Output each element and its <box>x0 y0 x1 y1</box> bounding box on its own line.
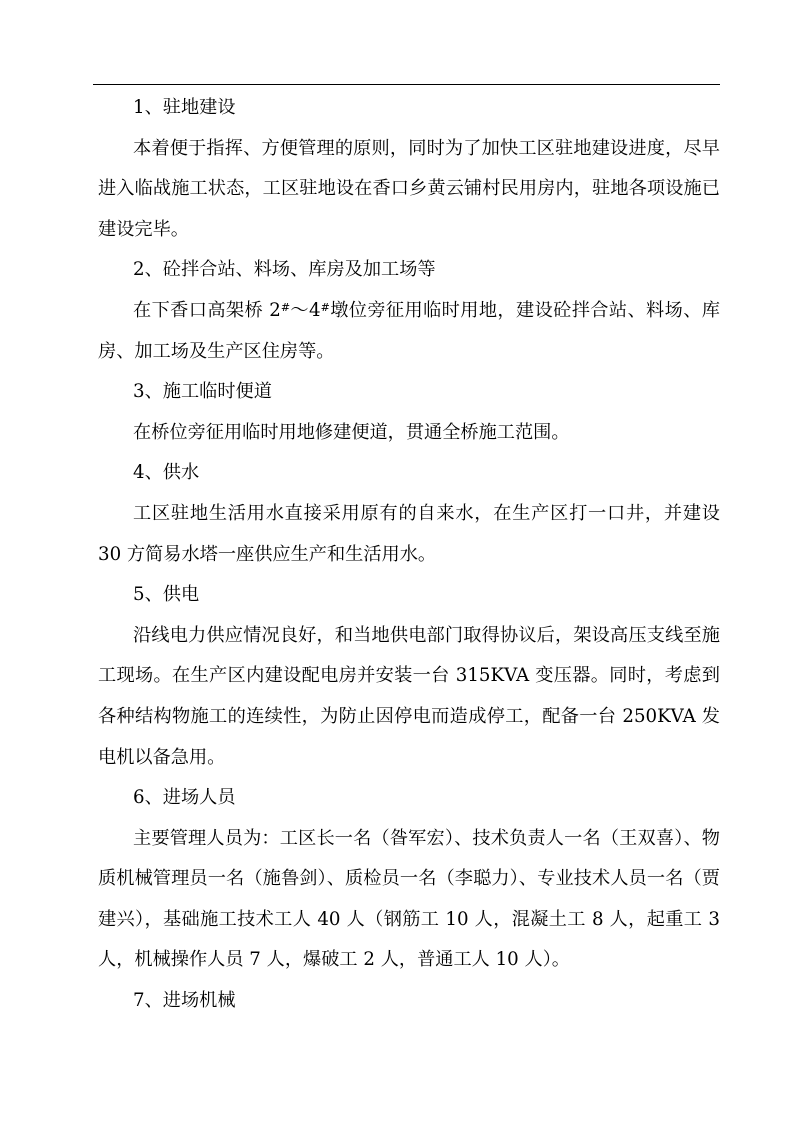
text-run: 在下香口高架桥 2 <box>133 299 281 321</box>
section-heading: 3、施工临时便道 <box>133 381 272 403</box>
section-heading: 5、供电 <box>133 584 200 606</box>
section-paragraph <box>98 291 720 372</box>
header-rule <box>93 84 720 85</box>
section-heading: 7、进场机械 <box>133 990 236 1012</box>
section-heading: 1、驻地建设 <box>133 97 236 118</box>
section-paragraph: 工区驻地生活用水直接采用原有的自来水，在生产区打一口井，并建设 30 方简易水塔一座供应生产和生活用水。 <box>98 502 720 565</box>
section-heading: 6、进场人员 <box>133 787 236 809</box>
section-paragraph: 沿线电力供应情况良好，和当地供电部门取得协议后，架设高压支线至施工现场。在生产区内建设配电房并安装一台 315KVA 变压器。同时，考虑到各种结构物施工的连续性，为防止因停电而造成停工，配备一台 250KVA 发电机以备急用。 <box>98 624 720 768</box>
document-body <box>98 88 720 1022</box>
superscript-mark: # <box>280 300 291 314</box>
section-heading: 2、砼拌合站、料场、库房及加工场等 <box>133 259 436 281</box>
text-run: ～4 <box>290 299 321 321</box>
section-paragraph: 在桥位旁征用临时用地修建便道，贯通全桥施工范围。 <box>133 421 570 443</box>
section-paragraph: 本着便于指挥、方便管理的原则，同时为了加快工区驻地建设进度，尽早进入临战施工状态，工区驻地设在香口乡黄云铺村民用房内，驻地各项设施已建设完毕。 <box>98 137 720 240</box>
superscript-mark: # <box>320 300 330 314</box>
text-run: 墩位旁征用临时用地，建设砼拌合站、料场、库房、加工场及生产区住房等。 <box>98 299 720 362</box>
section-paragraph: 主要管理人员为：工区长一名（昝军宏）、技术负责人一名（王双喜）、物质机械管理员一名（施鲁剑）、质检员一名（李聪力）、专业技术人员一名（贾建兴），基础施工技术工人 40 人（钢筋工 10 人，混凝土工 8 人，起重工 3 人，机械操作人员 7 人，爆破工 2 人，普通工人 10 人）。 <box>98 827 720 971</box>
section-heading: 4、供水 <box>133 462 200 484</box>
